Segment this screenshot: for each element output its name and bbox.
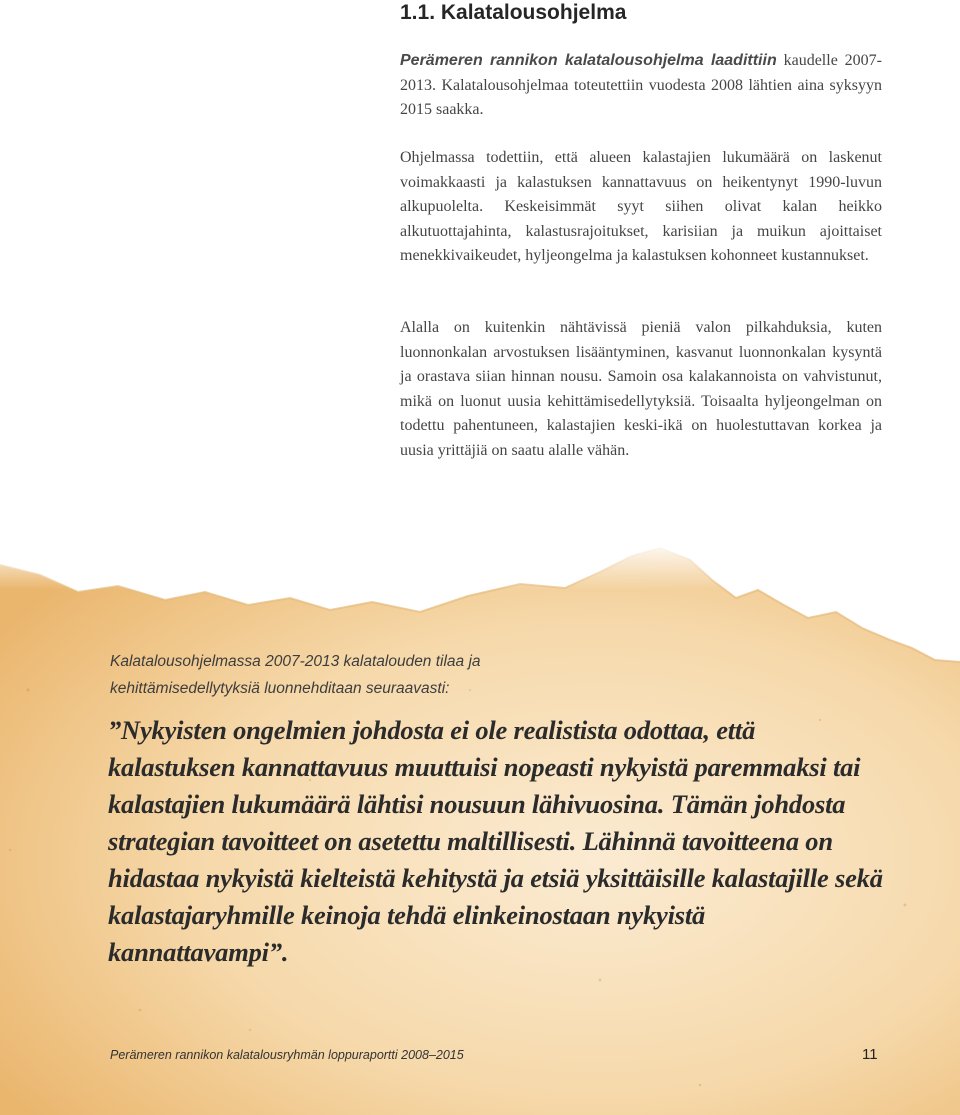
section-title: 1.1. Kalatalousohjelma xyxy=(400,1,627,24)
paragraph-1 xyxy=(400,49,882,123)
paragraph-1-rest: kaudelle 2007-2013. Kalatalousohjelmaa toteutettiin vuodesta 2008 lähtien aina syksyyn 2015 saakka. xyxy=(400,52,882,118)
footer-report-title: Perämeren rannikon kalatalousryhmän loppuraportti 2008–2015 xyxy=(110,1048,464,1062)
highlight-box-quote: ”Nykyisten ongelmien johdosta ei ole realistista odottaa, että kalastuksen kannattavuus muuttuisi nopeasti nykyistä paremmaksi tai kalastajien lukumäärä lähtisi nousuun lähivuosina. Tämän johdosta strategian tavoitteet on asetettu maltillisesti. Lähinnä tavoitteena on hidastaa nykyistä kielteistä kehitystä ja etsiä yksittäisille kalastajille sekä kalastajaryhmille keinoja tehdä elinkeinostaan nykyistä kannattavampi”. xyxy=(108,715,883,967)
page-number: 11 xyxy=(862,1046,878,1063)
paragraph-2: Ohjelmassa todettiin, että alueen kalastajien lukumäärä on laskenut voimakkaasti ja kalastuksen kannattavuus on heikentynyt 1990-luvun alkupuolelta. Keskeisimmät syyt siihen olivat kalan heikko alkutuottajahinta, kalastusrajoitukset, karisiian ja muikun ajoittaiset menekkivaikeudet, hyljeongelma ja kalastuksen kohonneet kustannukset. xyxy=(400,149,882,264)
highlight-box-intro: Kalatalousohjelmassa 2007-2013 kalatalouden tilaa ja kehittämisedellytyksiä luonnehditaan seuraavasti: xyxy=(110,653,481,697)
paragraph-1-lead: Perämeren rannikon kalatalousohjelma laadittiin xyxy=(400,52,777,69)
paragraph-3: Alalla on kuitenkin nähtävissä pieniä valon pilkahduksia, kuten luonnonkalan arvostuksen lisääntyminen, kasvanut luonnonkalan kysyntä ja orastava siian hinnan nousu. Samoin osa kalakannoista on vahvistunut, mikä on luonut uusia kehittämisedellytyksiä. Toisaalta hyljeongelman on todettu pahentuneen, kalastajien keski-ikä on huolestuttavan korkea ja uusia yrittäjiä on saatu alalle vähän. xyxy=(400,319,882,459)
